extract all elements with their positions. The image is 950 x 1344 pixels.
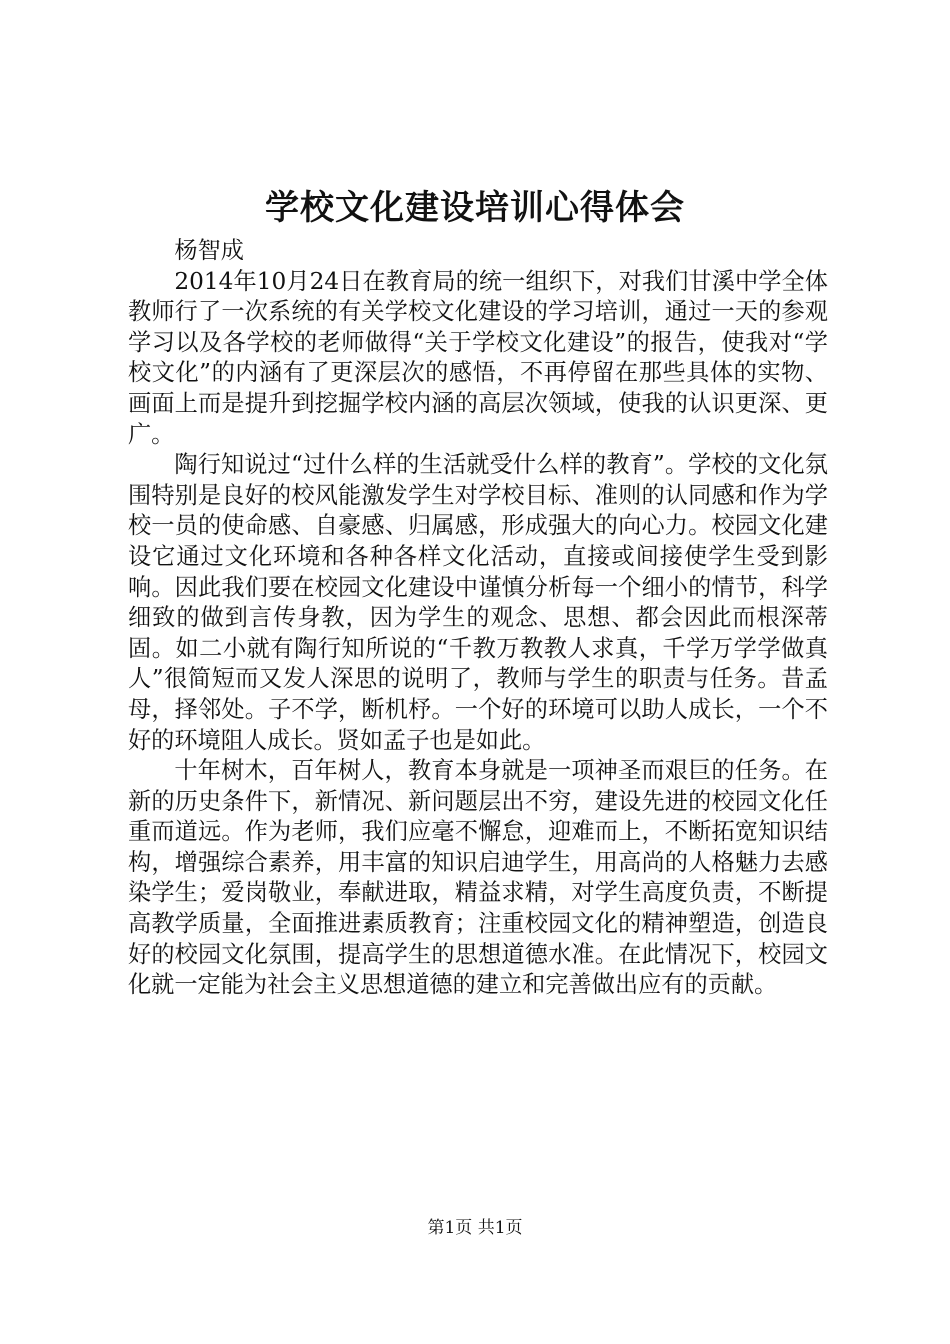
body-paragraph-3: 十年树木，百年树人，教育本身就是一项神圣而艰巨的任务。在新的历史条件下，新情况、新问题层出不穷，建设先进的校园文化任重而道远。作为老师，我们应毫不懈怠，迎难而上，不断拓宽知识结构，增强综合素养，用丰富的知识启迪学生，用高尚的人格魅力去感染学生；爱岗敬业，奉献进取，精益求精，对学生高度负责，不断提高教学质量，全面推进素质教育；注重校园文化的精神塑造，创造良好的校园文化氛围，提高学生的思想道德水准。在此情况下，校园文化就一定能为社会主义思想道德的建立和完善做出应有的贡献。 — [128, 757, 828, 999]
document-body — [128, 236, 828, 1001]
page-footer: 第1页 共1页 — [427, 1218, 523, 1238]
author-name: 杨智成 — [174, 237, 244, 264]
document-title: 学校文化建设培训心得体会 — [265, 188, 685, 228]
body-paragraph-1: 2014年10月24日在教育局的统一组织下，对我们甘溪中学全体教师行了一次系统的有关学校文化建设的学习培训，通过一天的参观学习以及各学校的老师做得“关于学校文化建设”的报告，使我对“学校文化”的内涵有了更深层次的感悟，不再停留在那些具体的实物、画面上而是提升到挖掘学校内涵的高层次领域，使我的认识更深、更广。 — [128, 267, 828, 448]
body-paragraph-2: 陶行知说过“过什么样的生活就受什么样的教育”。学校的文化氛围特别是良好的校风能激发学生对学校目标、准则的认同感和作为学校一员的使命感、自豪感、归属感，形成强大的向心力。校园文化建设它通过文化环境和各种各样文化活动，直接或间接使学生受到影响。因此我们要在校园文化建设中谨慎分析每一个细小的情节，科学细致的做到言传身教，因为学生的观念、思想、都会因此而根深蒂固。如二小就有陶行知所说的“千教万教教人求真，千学万学学做真人”很简短而又发人深思的说明了，教师与学生的职责与任务。昔孟母，择邻处。子不学，断机杼。一个好的环境可以助人成长，一个不好的环境阻人成长。贤如孟子也是如此。 — [128, 451, 828, 754]
